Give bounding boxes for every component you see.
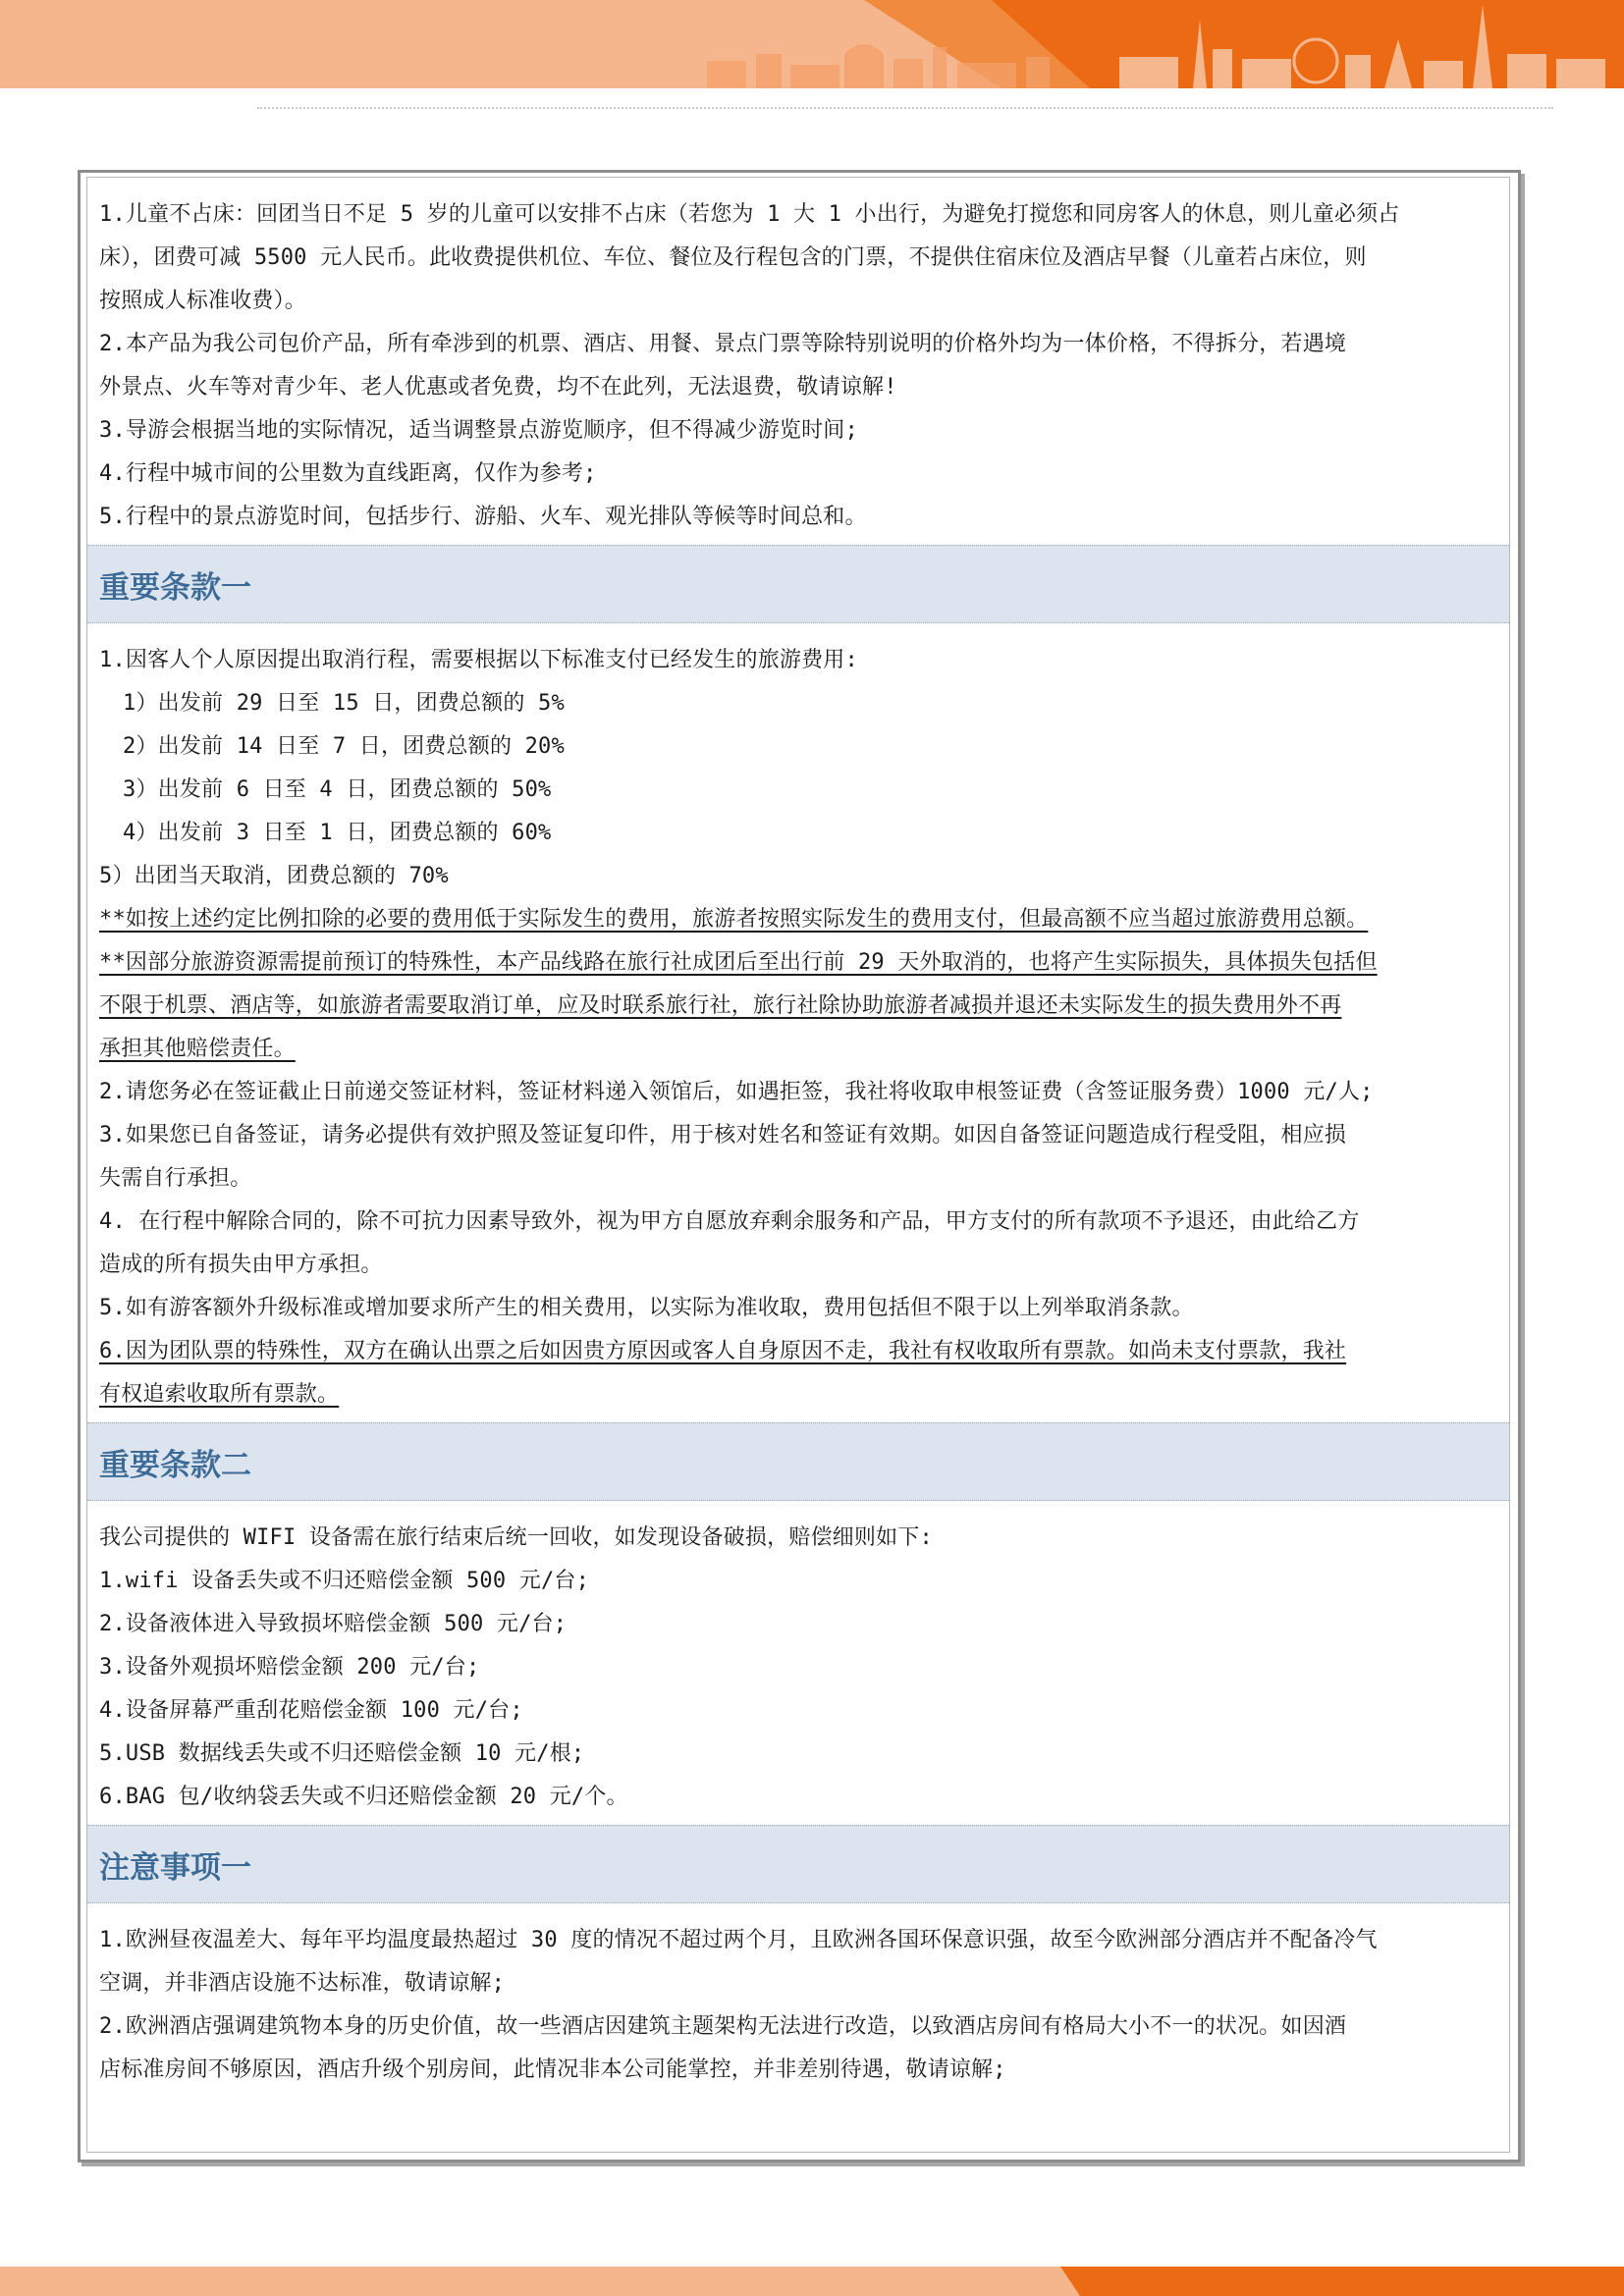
terms2-line: 6.BAG 包/收纳袋丢失或不归还赔偿金额 20 元/个。 <box>99 1785 628 1809</box>
intro-line: 外景点、火车等对青少年、老人优惠或者免费，均不在此列，无法退费，敬请谅解! <box>99 375 897 400</box>
terms2-line: 1.wifi 设备丢失或不归还赔偿金额 500 元/台; <box>99 1569 590 1593</box>
terms2-line: 2.设备液体进入导致损坏赔偿金额 500 元/台; <box>99 1612 568 1636</box>
terms2-line: 5.USB 数据线丢失或不归还赔偿金额 10 元/根; <box>99 1741 585 1766</box>
terms1-underlined-line-tail <box>99 1373 1497 1416</box>
notes1-line: 1.欧洲昼夜温差大、每年平均温度最热超过 30 度的情况不超过两个月，且欧洲各国环保意识强，故至今欧洲部分酒店并不配备冷气 <box>99 1928 1378 1952</box>
notes1-line: 空调，并非酒店设施不达标准，敬请谅解; <box>99 1971 506 1996</box>
notes1-section <box>87 1903 1509 2098</box>
terms1-line: 造成的所有损失由甲方承担。 <box>99 1253 383 1277</box>
header-banner <box>0 0 1624 88</box>
intro-line: 1.儿童不占床：回团当日不足 5 岁的儿童可以安排不占床（若您为 1 大 1 小出行，为避免打搅您和同房客人的休息，则儿童必须占 <box>99 202 1400 227</box>
terms1-line: 4. 在行程中解除合同的，除不可抗力因素导致外，视为甲方自愿放弃剩余服务和产品，甲方支付的所有款项不予退还，由此给乙方 <box>99 1209 1360 1234</box>
notes1-line: 2.欧洲酒店强调建筑物本身的历史价值，故一些酒店因建筑主题架构无法进行改造，以致酒店房间有格局大小不一的状况。如因酒 <box>99 2014 1347 2039</box>
terms1-line: 3.如果您已自备签证，请务必提供有效护照及签证复印件，用于核对姓名和签证有效期。如因自备签证问题造成行程受阻，相应损 <box>99 1123 1347 1148</box>
terms1-line: 3）出发前 6 日至 4 日，团费总额的 50% <box>123 777 552 802</box>
terms1-line: 1.因客人个人原因提出取消行程，需要根据以下标准支付已经发生的旅游费用: <box>99 648 858 672</box>
intro-line: 3.导游会根据当地的实际情况，适当调整景点游览顺序，但不得减少游览时间; <box>99 418 858 443</box>
terms1-line: 5）出团当天取消，团费总额的 70% <box>99 864 449 888</box>
header-divider <box>257 107 1553 109</box>
terms1-line: 失需自行承担。 <box>99 1166 252 1191</box>
section-heading-terms1: 重要条款一 <box>87 545 1509 623</box>
terms1-underlined-text: 有权追索收取所有票款。 <box>99 1382 340 1407</box>
terms2-line: 4.设备屏幕严重刮花赔偿金额 100 元/台; <box>99 1698 523 1723</box>
section-heading-notes1: 注意事项一 <box>87 1825 1509 1903</box>
terms1-underlined-line: 承担其他赔偿责任。 <box>99 1037 296 1061</box>
terms1-line: 4）出发前 3 日至 1 日，团费总额的 60% <box>123 821 552 845</box>
document-content <box>87 178 1509 2098</box>
intro-line: 4.行程中城市间的公里数为直线距离，仅作为参考; <box>99 461 597 486</box>
terms2-line: 3.设备外观损坏赔偿金额 200 元/台; <box>99 1655 480 1680</box>
terms1-line: 1）出发前 29 日至 15 日，团费总额的 5% <box>123 691 565 716</box>
terms2-line: 我公司提供的 WIFI 设备需在旅行结束后统一回收，如发现设备破损，赔偿细则如下: <box>99 1525 933 1550</box>
notes1-line: 店标准房间不够原因，酒店升级个别房间，此情况非本公司能掌控，并非差别待遇，敬请谅解; <box>99 2057 1006 2082</box>
intro-section <box>87 178 1509 545</box>
intro-line: 按照成人标准收费）。 <box>99 289 307 313</box>
terms1-underlined-line: 不限于机票、酒店等，如旅游者需要取消订单，应及时联系旅行社，旅行社除协助旅游者减损并退还未实际发生的损失费用外不再 <box>99 993 1342 1018</box>
terms1-section <box>87 623 1509 1422</box>
terms1-line: 5.如有游客额外升级标准或增加要求所产生的相关费用，以实际为准收取，费用包括但不限于以上列举取消条款。 <box>99 1296 1194 1320</box>
terms1-underlined-line: **如按上述约定比例扣除的必要的费用低于实际发生的费用，旅游者按照实际发生的费用支付，但最高额不应当超过旅游费用总额。 <box>99 907 1369 932</box>
terms1-underlined-line: **因部分旅游资源需提前预订的特殊性，本产品线路在旅行社成团后至出行前 29 天外取消的，也将产生实际损失，具体损失包括但 <box>99 950 1378 975</box>
terms1-underlined-line: 6.因为团队票的特殊性，双方在确认出票之后如因贵方原因或客人自身原因不走，我社有权收取所有票款。如尚未支付票款，我社 <box>99 1339 1347 1363</box>
intro-line: 5.行程中的景点游览时间，包括步行、游船、火车、观光排队等候等时间总和。 <box>99 505 867 529</box>
footer-bar <box>0 2267 1624 2296</box>
intro-line: 床），团费可减 5500 元人民币。此收费提供机位、车位、餐位及行程包含的门票，不提供住宿床位及酒店早餐（儿童若占床位，则 <box>99 245 1367 270</box>
intro-line: 2.本产品为我公司包价产品，所有牵涉到的机票、酒店、用餐、景点门票等除特别说明的价格外均为一体价格，不得拆分，若遇境 <box>99 332 1347 356</box>
terms1-line: 2）出发前 14 日至 7 日，团费总额的 20% <box>123 734 565 759</box>
terms2-section <box>87 1501 1509 1825</box>
section-heading-terms2: 重要条款二 <box>87 1422 1509 1501</box>
terms1-line: 2.请您务必在签证截止日前递交签证材料，签证材料递入领馆后，如遇拒签，我社将收取申根签证费（含签证服务费）1000 元/人; <box>99 1080 1374 1104</box>
